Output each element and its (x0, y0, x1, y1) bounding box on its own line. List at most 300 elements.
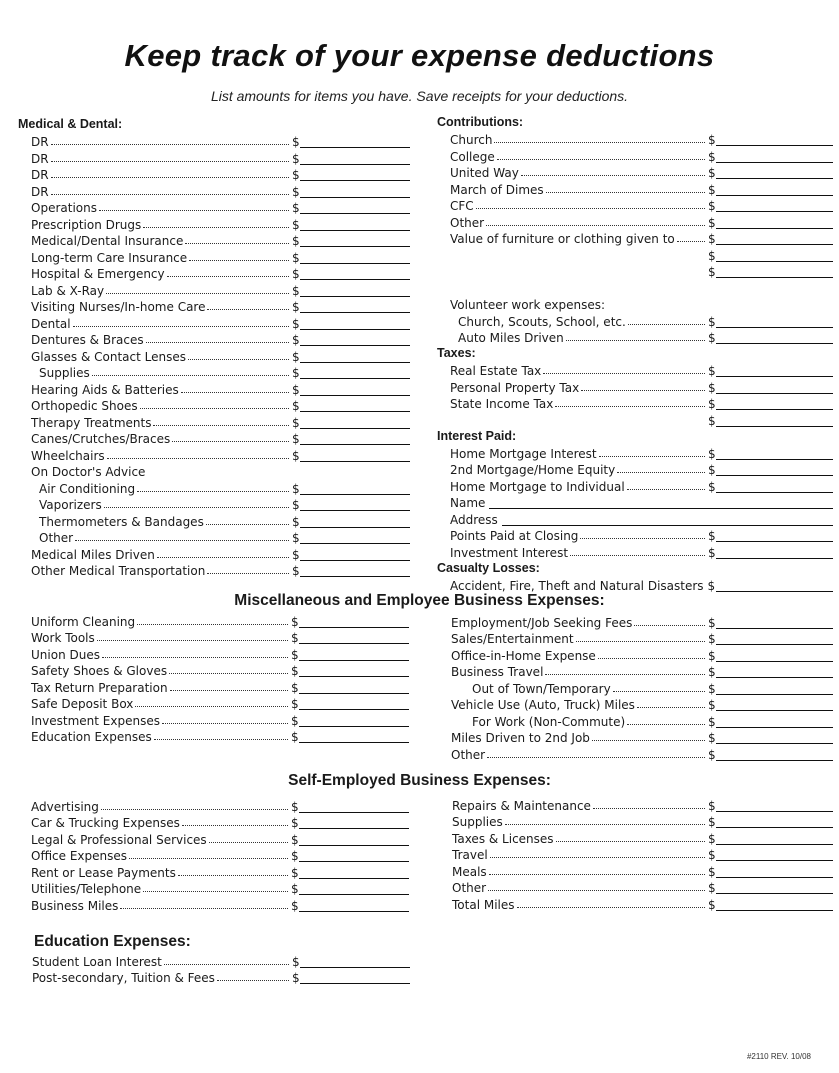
row-label: Orthopedic Shoes (31, 399, 138, 413)
dot-leader (490, 857, 705, 858)
dollar-sign: $ (708, 815, 716, 829)
dot-leader (628, 324, 705, 325)
form-row-volunteer-work-expenses (437, 296, 833, 313)
contributions-heading: Contributions: (437, 115, 524, 129)
row-label: Travel (452, 848, 488, 862)
dot-leader (143, 227, 289, 228)
dollar-sign: $ (708, 545, 716, 560)
dollar-sign: $ (291, 614, 299, 629)
row-label: Car & Trucking Expenses (31, 816, 180, 830)
row-label: Hearing Aids & Batteries (31, 382, 179, 397)
row-label: Investment Interest (450, 545, 569, 560)
dollar-sign: $ (292, 234, 300, 248)
dollar-sign: $ (292, 971, 300, 985)
dot-leader (627, 724, 705, 725)
dollar-sign: $ (292, 564, 300, 578)
dot-leader (570, 555, 705, 556)
row-label: Taxes & Licenses (452, 831, 554, 846)
form-row-safety-shoes-gloves (31, 662, 409, 679)
amount-entry-line[interactable] (716, 199, 833, 212)
form-row-student-loan-interest (32, 952, 410, 969)
dot-leader (488, 890, 705, 891)
row-label: Student Loan Interest (32, 954, 162, 969)
amount-entry-line[interactable] (299, 681, 409, 694)
amount-entry-line[interactable] (300, 564, 410, 577)
education-heading: Education Expenses: (34, 933, 191, 950)
form-row-repairs-maintenance (452, 796, 833, 813)
row-label: Value of furniture or clothing given to (450, 232, 675, 246)
form-row-dr (18, 182, 410, 199)
amount-entry-line[interactable] (300, 300, 410, 313)
dot-leader (153, 425, 289, 426)
form-row-address (437, 510, 833, 527)
name-entry-line[interactable] (489, 496, 833, 509)
amount-entry-line[interactable] (299, 833, 409, 846)
amount-entry-line[interactable] (299, 664, 409, 677)
form-row-total-miles (452, 895, 833, 912)
row-label: Other Medical Transportation (31, 564, 206, 578)
form-row-lab-x-ray (18, 281, 410, 298)
row-label: Wheelchairs (31, 448, 105, 463)
dollar-sign: $ (292, 514, 300, 529)
amount-entry-line[interactable] (300, 333, 410, 346)
amount-entry-line[interactable] (716, 698, 833, 711)
dot-leader (120, 908, 288, 909)
amount-entry-line[interactable] (300, 449, 410, 462)
amount-entry-line[interactable] (300, 185, 410, 198)
address-entry-line[interactable] (502, 513, 833, 526)
amount-entry-line[interactable] (300, 201, 410, 214)
amount-entry-line[interactable] (716, 815, 833, 828)
form-row-office-expenses (31, 847, 409, 864)
dollar-sign: $ (708, 413, 716, 428)
dot-leader (517, 907, 706, 908)
dot-leader (167, 276, 289, 277)
amount-entry-line[interactable] (300, 971, 410, 984)
amount-entry-line[interactable] (300, 548, 410, 561)
dollar-sign: $ (708, 747, 716, 762)
dollar-sign: $ (291, 865, 299, 880)
dot-leader (486, 225, 705, 226)
amount-entry-line[interactable] (300, 432, 410, 445)
amount-entry-line[interactable] (299, 730, 409, 743)
dollar-sign: $ (292, 366, 300, 380)
amount-entry-line[interactable] (716, 183, 833, 196)
amount-entry-line[interactable] (300, 515, 410, 528)
row-label: Total Miles (452, 897, 515, 912)
dot-leader (566, 340, 705, 341)
form-row-name (437, 494, 833, 511)
form-row-church (437, 131, 833, 148)
form-row-accident-fire-theft-and-natural-disasters (437, 576, 833, 593)
dollar-sign: $ (291, 799, 299, 814)
dollar-sign: $ (708, 798, 716, 813)
amount-entry-line[interactable] (299, 866, 409, 879)
form-row-uniform-cleaning (31, 612, 409, 629)
row-label: Meals (452, 864, 487, 879)
row-label: Education Expenses (31, 730, 152, 744)
dollar-sign: $ (292, 201, 300, 215)
amount-entry-line[interactable] (716, 463, 833, 476)
form-row-utilities-telephone (31, 880, 409, 897)
amount-entry-line[interactable] (716, 315, 833, 328)
dollar-sign: $ (292, 382, 300, 397)
form-row-auto-miles-driven (437, 329, 833, 346)
amount-entry-line[interactable] (300, 218, 410, 231)
amount-entry-line[interactable] (716, 731, 833, 744)
form-row-work-tools (31, 629, 409, 646)
amount-entry-line[interactable] (716, 381, 833, 394)
form-row-other (452, 879, 833, 896)
row-label: Rent or Lease Payments (31, 865, 176, 880)
amount-entry-line[interactable] (299, 882, 409, 895)
dot-leader (189, 260, 289, 261)
dollar-sign: $ (708, 133, 716, 147)
dot-leader (99, 210, 289, 211)
dollar-sign: $ (708, 648, 716, 663)
amount-entry-line[interactable] (716, 232, 833, 245)
form-row-out-of-town-temporary (451, 679, 833, 696)
dollar-sign: $ (291, 730, 299, 744)
amount-entry-line[interactable] (300, 267, 410, 280)
form-row-church-scouts-school-etc (437, 312, 833, 329)
amount-entry-line[interactable] (299, 800, 409, 813)
row-label: Canes/Crutches/Braces (31, 432, 171, 446)
misc-left-column (31, 612, 409, 744)
amount-entry-line[interactable] (716, 579, 833, 592)
dot-leader (613, 691, 705, 692)
misc-heading: Miscellaneous and Employee Business Expenses: (234, 592, 605, 609)
dollar-sign: $ (292, 954, 300, 969)
dot-leader (157, 557, 289, 558)
dot-leader (580, 538, 705, 539)
self-employed-right-column (452, 796, 833, 912)
amount-entry-line[interactable] (299, 615, 409, 628)
form-row-visiting-nurses-in-home-care (18, 298, 410, 315)
self-employed-heading: Self-Employed Business Expenses: (288, 772, 551, 789)
amount-entry-line[interactable] (716, 748, 833, 761)
dot-leader (137, 624, 288, 625)
form-row-travel (452, 846, 833, 863)
amount-entry-line[interactable] (300, 251, 410, 264)
form-row-vaporizers (18, 496, 410, 513)
amount-entry-line[interactable] (716, 649, 833, 662)
row-label: Uniform Cleaning (31, 614, 136, 629)
amount-entry-line[interactable] (300, 531, 410, 544)
amount-entry-line[interactable] (299, 849, 409, 862)
dollar-sign: $ (708, 331, 716, 345)
form-row-dental (18, 314, 410, 331)
dot-leader (51, 161, 289, 162)
dot-leader (487, 757, 705, 758)
dot-leader (489, 874, 705, 875)
dollar-sign: $ (291, 882, 299, 896)
form-row-other (437, 213, 833, 230)
dot-leader (637, 707, 705, 708)
amount-entry-line[interactable] (716, 331, 833, 344)
amount-entry-line[interactable] (300, 350, 410, 363)
amount-entry-line[interactable] (299, 697, 409, 710)
form-row-cfc (437, 197, 833, 214)
amount-entry-line[interactable] (300, 135, 410, 148)
dollar-sign: $ (292, 498, 300, 512)
amount-entry-line[interactable] (299, 816, 409, 829)
form-row-miles-driven-to-2nd-job (451, 729, 833, 746)
amount-entry-line[interactable] (300, 498, 410, 511)
row-label: Visiting Nurses/In-home Care (31, 300, 206, 314)
row-label: Miles Driven to 2nd Job (451, 731, 590, 745)
row-label: Investment Expenses (31, 713, 160, 728)
dot-leader (137, 491, 289, 492)
row-label: Lab & X-Ray (31, 283, 105, 298)
dollar-sign: $ (708, 215, 716, 230)
amount-entry-line[interactable] (716, 898, 833, 911)
dollar-sign: $ (291, 832, 299, 847)
medical-dental-column (18, 116, 410, 578)
row-label: Medical/Dental Insurance (31, 234, 184, 248)
dollar-sign: $ (291, 849, 299, 863)
amount-entry-line[interactable] (716, 799, 833, 812)
form-row-blank (437, 411, 833, 428)
dot-leader (592, 740, 705, 741)
form-row-sales-entertainment (451, 630, 833, 647)
amount-entry-line[interactable] (300, 482, 410, 495)
form-row-medical-dental-insurance (18, 232, 410, 249)
amount-entry-line[interactable] (716, 397, 833, 410)
dot-leader (140, 408, 289, 409)
dollar-sign: $ (292, 448, 300, 463)
form-row-meals (452, 862, 833, 879)
dollar-sign: $ (708, 149, 716, 164)
row-label: DR (31, 151, 49, 166)
form-row-orthopedic-shoes (18, 397, 410, 414)
row-label: Office-in-Home Expense (451, 648, 596, 663)
amount-entry-line[interactable] (716, 447, 833, 460)
form-row-hearing-aids-batteries (18, 380, 410, 397)
dot-leader (207, 309, 289, 310)
amount-entry-line[interactable] (716, 216, 833, 229)
dollar-sign: $ (708, 380, 716, 395)
amount-entry-line[interactable] (716, 265, 833, 278)
form-row-therapy-treatments (18, 413, 410, 430)
casualty-losses-heading: Casualty Losses: (437, 560, 540, 575)
amount-entry-line[interactable] (300, 366, 410, 379)
row-label: United Way (450, 166, 519, 180)
dot-leader (576, 641, 705, 642)
amount-entry-line[interactable] (716, 546, 833, 559)
form-row-supplies (18, 364, 410, 381)
row-label: Out of Town/Temporary (472, 681, 611, 696)
amount-entry-line[interactable] (300, 399, 410, 412)
amount-entry-line[interactable] (716, 529, 833, 542)
row-label: Other (451, 747, 486, 762)
amount-entry-line[interactable] (716, 166, 833, 179)
form-row-supplies (452, 813, 833, 830)
dot-leader (129, 858, 288, 859)
row-label: Church, Scouts, School, etc. (458, 314, 626, 329)
dollar-sign: $ (707, 578, 716, 593)
amount-entry-line[interactable] (300, 383, 410, 396)
dollar-sign: $ (708, 864, 716, 879)
dot-leader (101, 809, 288, 810)
amount-entry-line[interactable] (300, 317, 410, 330)
row-label: CFC (450, 199, 474, 213)
dot-leader (545, 674, 705, 675)
dollar-sign: $ (708, 698, 716, 712)
row-label: Address (450, 512, 498, 527)
dot-leader (505, 824, 705, 825)
dollar-sign: $ (708, 199, 716, 213)
form-row-car-trucking-expenses (31, 814, 409, 831)
dot-leader (185, 243, 289, 244)
page-subtitle: List amounts for items you have. Save receipts for your deductions. (210, 88, 629, 104)
amount-entry-line[interactable] (716, 865, 833, 878)
amount-entry-line[interactable] (300, 152, 410, 165)
amount-entry-line[interactable] (716, 150, 833, 163)
row-label: Home Mortgage to Individual (450, 479, 625, 494)
amount-entry-line[interactable] (716, 616, 833, 629)
dollar-sign: $ (291, 631, 299, 645)
form-row-business-travel (451, 663, 833, 680)
dollar-sign: $ (708, 731, 716, 745)
row-label: Accident, Fire, Theft and Natural Disasters (450, 578, 704, 593)
row-label: Air Conditioning (39, 481, 136, 496)
self-employed-left-column (31, 797, 409, 913)
amount-entry-line[interactable] (300, 955, 410, 968)
dot-leader (75, 540, 289, 541)
row-label: Glasses & Contact Lenses (31, 349, 186, 364)
form-row-tax-return-preparation (31, 678, 409, 695)
row-label: Advertising (31, 799, 99, 814)
row-label: Legal & Professional Services (31, 832, 207, 847)
dollar-sign: $ (708, 529, 716, 543)
row-label: Church (450, 133, 493, 147)
form-row-investment-interest (437, 543, 833, 560)
dollar-sign: $ (292, 151, 300, 166)
row-label: DR (31, 168, 49, 182)
amount-entry-line[interactable] (716, 364, 833, 377)
spacer (437, 279, 833, 296)
dollar-sign: $ (708, 182, 716, 197)
amount-entry-line[interactable] (716, 832, 833, 845)
form-row-glasses-contact-lenses (18, 347, 410, 364)
amount-entry-line[interactable] (716, 665, 833, 678)
form-row-air-conditioning (18, 479, 410, 496)
row-label: Work Tools (31, 631, 95, 645)
row-label: Thermometers & Bandages (39, 514, 204, 529)
dot-leader (521, 175, 705, 176)
dot-leader (104, 507, 289, 508)
form-row-home-mortgage-interest (437, 444, 833, 461)
dollar-sign: $ (292, 547, 300, 562)
form-row-state-income-tax (437, 395, 833, 412)
form-row-march-of-dimes (437, 180, 833, 197)
dollar-sign: $ (291, 680, 299, 695)
dot-leader (169, 673, 288, 674)
row-label: Auto Miles Driven (458, 331, 564, 345)
dollar-sign: $ (708, 897, 716, 912)
form-row-on-doctor-s-advice (18, 463, 410, 480)
amount-entry-line[interactable] (716, 881, 833, 894)
row-label: March of Dimes (450, 182, 544, 197)
form-row-other-medical-transportation (18, 562, 410, 579)
dollar-sign: $ (292, 168, 300, 182)
form-row-taxes-licenses (452, 829, 833, 846)
dot-leader (581, 390, 705, 391)
form-row-post-secondary-tuition-fees (32, 969, 410, 986)
dollar-sign: $ (708, 166, 716, 180)
row-label: Supplies (452, 815, 503, 829)
amount-entry-line[interactable] (300, 234, 410, 247)
amount-entry-line[interactable] (299, 899, 409, 912)
form-row-2nd-mortgage-home-equity (437, 461, 833, 478)
amount-entry-line[interactable] (716, 632, 833, 645)
dot-leader (207, 573, 289, 574)
amount-entry-line[interactable] (716, 682, 833, 695)
amount-entry-line[interactable] (299, 714, 409, 727)
dollar-sign: $ (708, 665, 716, 679)
row-label: Personal Property Tax (450, 380, 580, 395)
amount-entry-line[interactable] (716, 414, 833, 427)
form-row-employment-job-seeking-fees (451, 613, 833, 630)
dollar-sign: $ (708, 446, 716, 461)
form-row-home-mortgage-to-individual (437, 477, 833, 494)
dot-leader (188, 359, 289, 360)
amount-entry-line[interactable] (299, 648, 409, 661)
page-title: Keep track of your expense deductions (124, 38, 715, 73)
amount-entry-line[interactable] (300, 416, 410, 429)
dollar-sign: $ (292, 481, 300, 496)
dollar-sign: $ (291, 816, 299, 830)
form-row-safe-deposit-box (31, 695, 409, 712)
amount-entry-line[interactable] (716, 133, 833, 146)
amount-entry-line[interactable] (716, 715, 833, 728)
form-row-blank (437, 263, 833, 280)
amount-entry-line[interactable] (300, 284, 410, 297)
form-row-rent-or-lease-payments (31, 863, 409, 880)
contributions-taxes-interest-column (437, 114, 833, 593)
row-label: Other (39, 531, 74, 545)
form-row-united-way (437, 164, 833, 181)
form-row-thermometers-bandages (18, 512, 410, 529)
row-label: For Work (Non-Commute) (472, 714, 626, 729)
form-row-other (18, 529, 410, 546)
form-row-operations (18, 199, 410, 216)
dot-leader (206, 524, 289, 525)
row-label: Other (450, 215, 485, 230)
amount-entry-line[interactable] (716, 480, 833, 493)
dot-leader (135, 706, 288, 707)
amount-entry-line[interactable] (716, 848, 833, 861)
row-label: Safe Deposit Box (31, 697, 134, 711)
dot-leader (73, 326, 289, 327)
dollar-sign: $ (292, 217, 300, 232)
form-row-investment-expenses (31, 711, 409, 728)
row-label: Medical Miles Driven (31, 547, 155, 562)
dollar-sign: $ (708, 265, 716, 279)
dollar-sign: $ (292, 349, 300, 364)
dollar-sign: $ (708, 364, 716, 378)
amount-entry-line[interactable] (716, 249, 833, 262)
dot-leader (182, 825, 288, 826)
dot-leader (92, 375, 289, 376)
dollar-sign: $ (292, 432, 300, 446)
dollar-sign: $ (292, 300, 300, 314)
form-row-hospital-emergency (18, 265, 410, 282)
amount-entry-line[interactable] (300, 168, 410, 181)
row-label: Points Paid at Closing (450, 529, 579, 543)
amount-entry-line[interactable] (299, 631, 409, 644)
